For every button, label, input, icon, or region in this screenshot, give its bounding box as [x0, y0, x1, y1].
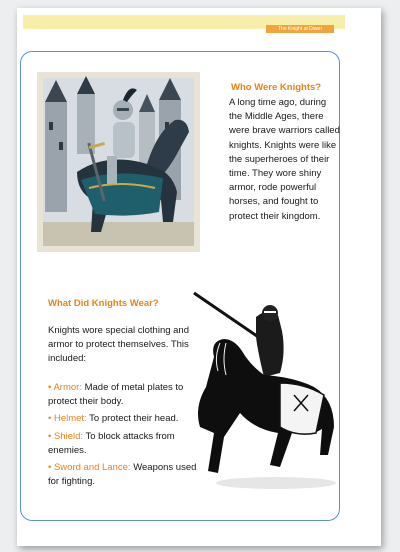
list-item-desc: Made of metal plates to protect their body.: [48, 382, 184, 408]
list-item: [48, 412, 198, 426]
header-tag: The Knight at Dawn: [266, 25, 334, 33]
section-heading-wear: What Did Knights Wear?: [48, 298, 159, 309]
list-item-term: • Shield:: [48, 430, 84, 442]
list-item-desc: To protect their head.: [86, 413, 179, 425]
armor-list: [48, 381, 198, 492]
section-body-who: A long time ago, during the Middle Ages, there were brave warriors called knights. Knights were like the superheroes of their time. They wore shiny armor, rode powerful horses, and fought to protect their kingdom.: [229, 97, 340, 222]
list-item-desc: Weapons used for fighting.: [48, 462, 197, 488]
list-item: [48, 381, 198, 409]
section-intro-wear: Knights wore special clothing and armor to protect themselves. This included:: [48, 325, 190, 365]
list-item-desc: To block attacks from enemies.: [48, 430, 175, 456]
list-item-term: • Helmet:: [48, 413, 87, 425]
section-heading-who: Who Were Knights?: [231, 82, 322, 93]
list-item: [48, 430, 198, 458]
knight-castle-illustration: [37, 72, 200, 252]
list-item-term: • Sword and Lance:: [48, 462, 131, 474]
list-item-term: • Armor:: [48, 382, 82, 393]
knight-horse-sketch: [184, 287, 340, 497]
list-item: [48, 461, 198, 489]
